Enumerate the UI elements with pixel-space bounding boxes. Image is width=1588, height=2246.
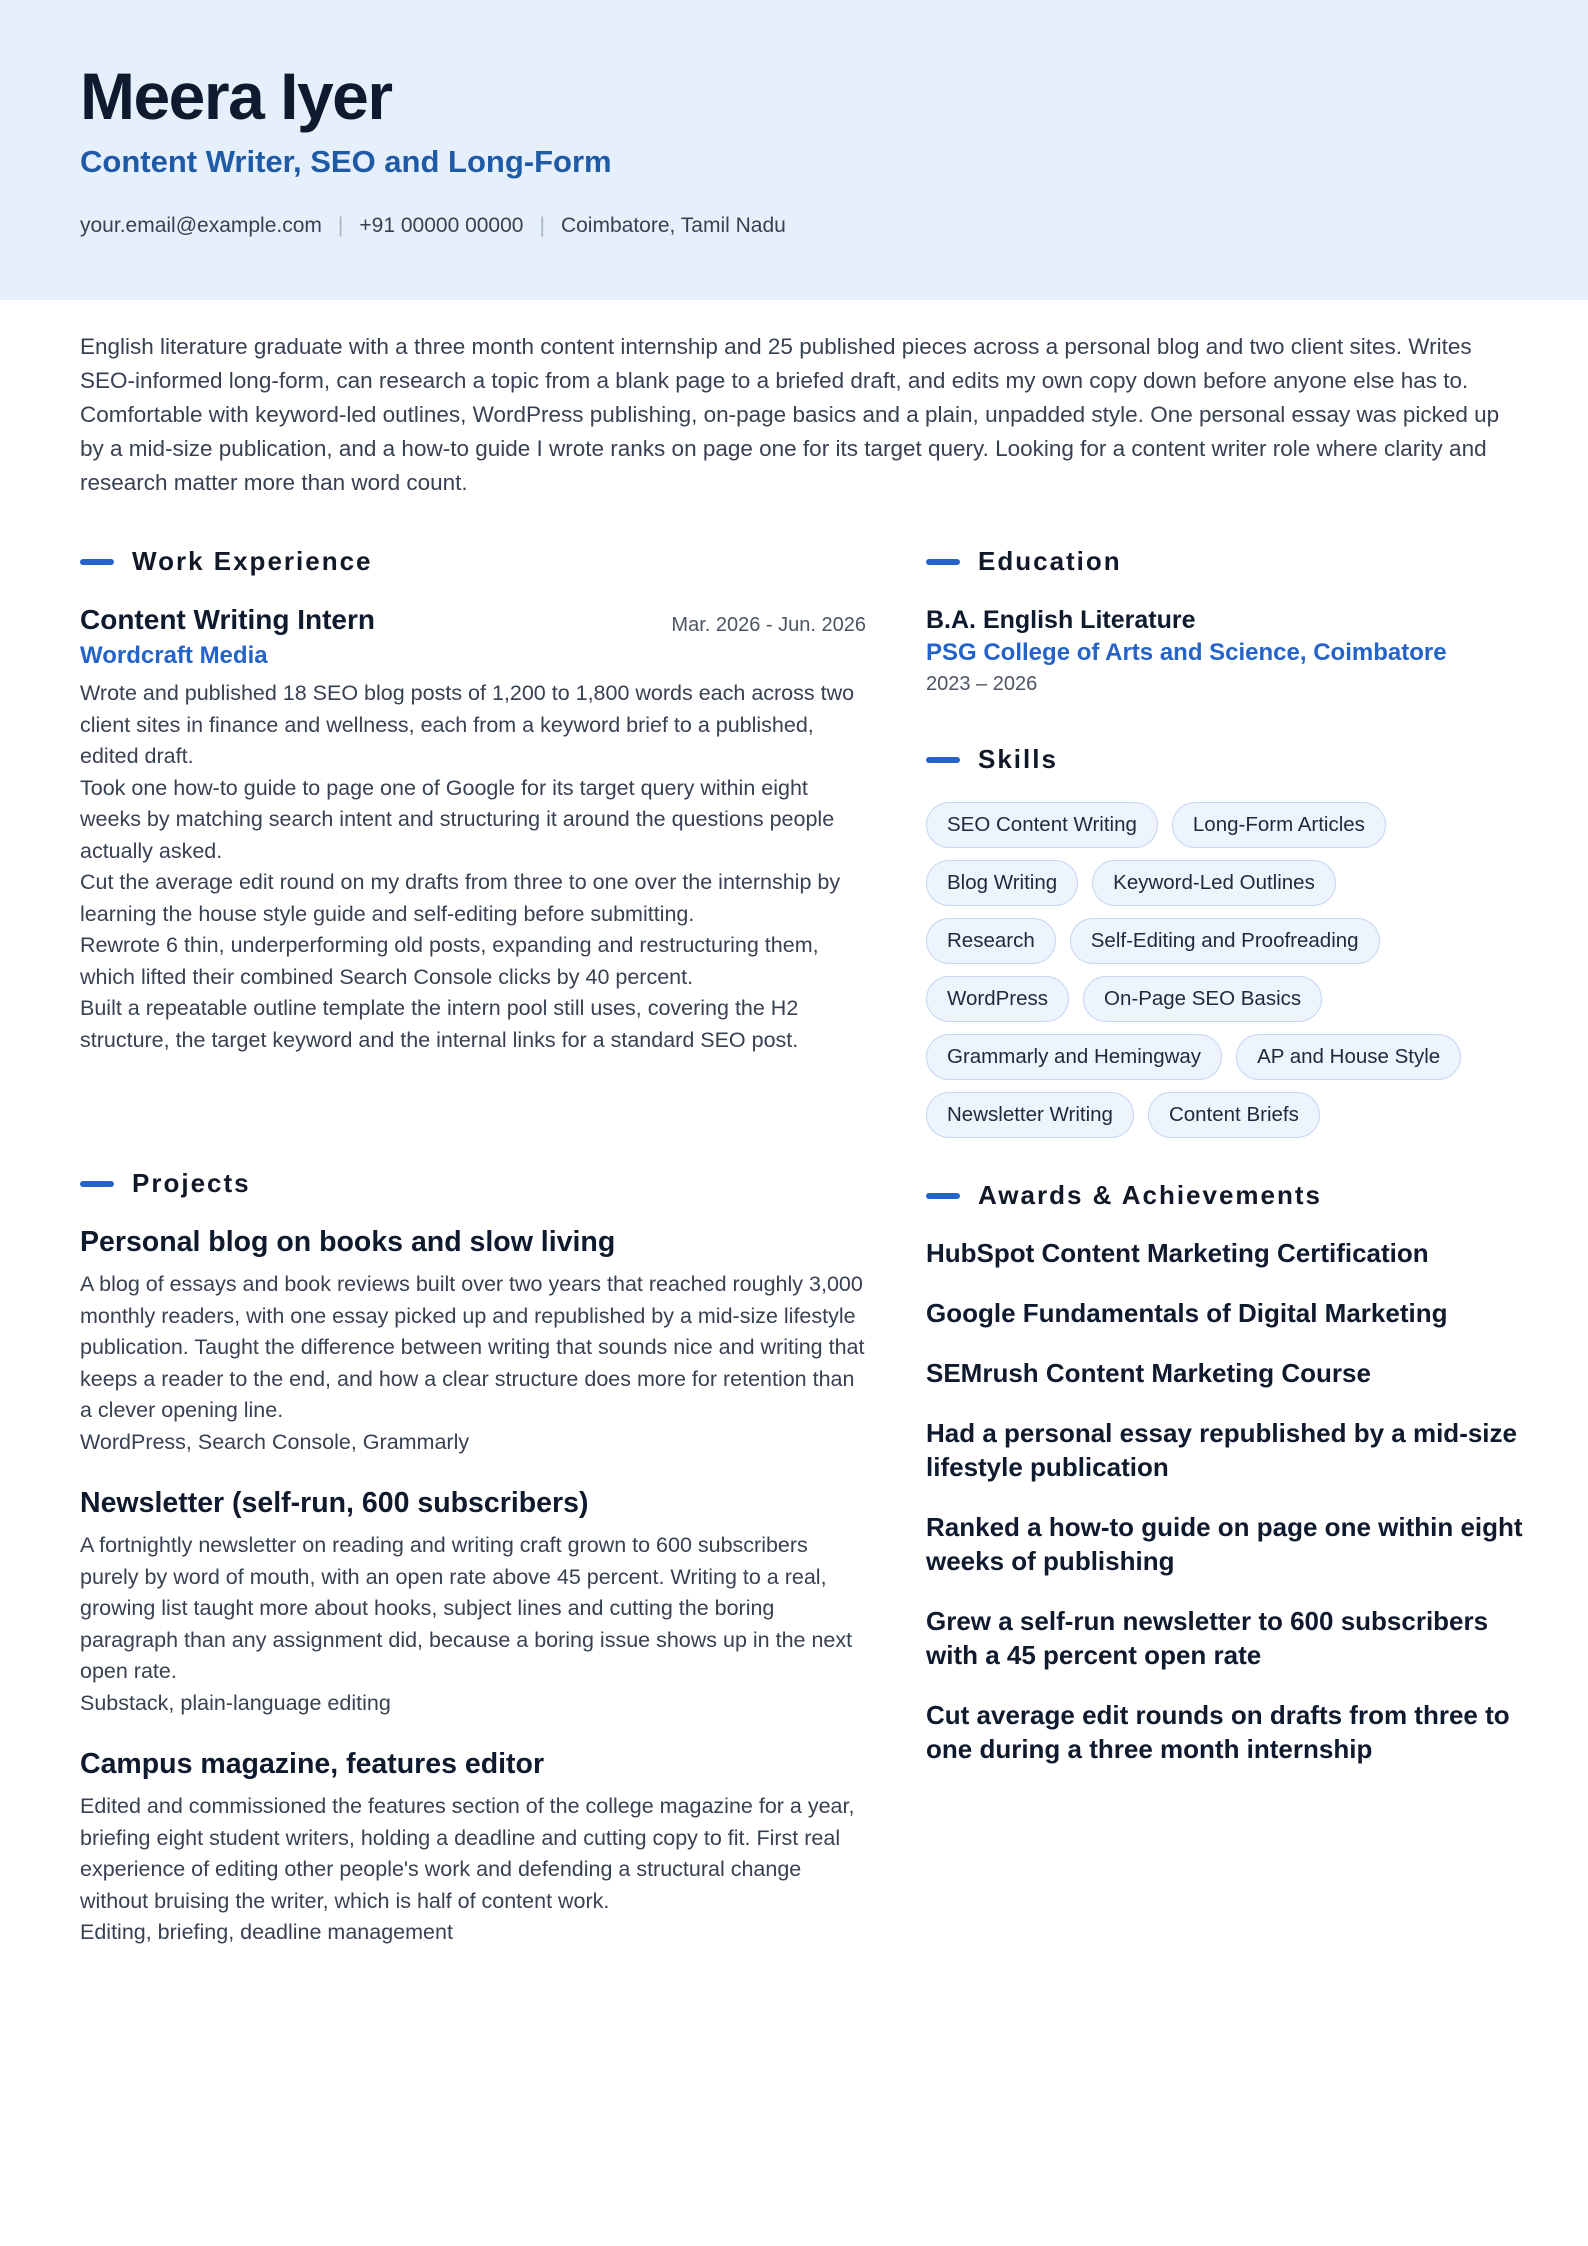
job-company: Wordcraft Media	[80, 642, 268, 669]
award-item: Ranked a how-to guide on page one within eight weeks of publishing	[926, 1512, 1523, 1576]
education-entry	[926, 606, 1526, 696]
job-bullet: Built a repeatable outline template the intern pool still uses, covering the H2 structure, the target keyword and the internal links for a standard SEO post.	[80, 996, 799, 1052]
job-bullet: Rewrote 6 thin, underperforming old posts, expanding and restructuring them, which lifted their combined Search Console clicks by 40 percent.	[80, 933, 819, 989]
skill-row	[926, 860, 1526, 906]
project-entry	[80, 1226, 866, 1458]
contact-line	[80, 214, 786, 238]
section-accent-bar	[926, 559, 960, 565]
school: PSG College of Arts and Science, Coimbatore	[926, 639, 1447, 666]
contact-phone[interactable]: +91 00000 00000	[359, 214, 524, 237]
skill-chip: AP and House Style	[1236, 1034, 1461, 1080]
degree: B.A. English Literature	[926, 606, 1196, 634]
skill-row	[926, 918, 1526, 964]
contact-separator: |	[337, 214, 344, 237]
project-entry	[80, 1748, 866, 1949]
project-entry	[80, 1487, 866, 1719]
section-heading-education	[926, 546, 1122, 577]
skill-row	[926, 1034, 1526, 1080]
section-accent-bar	[80, 559, 114, 565]
skill-chip: Grammarly and Hemingway	[926, 1034, 1222, 1080]
award-item: SEMrush Content Marketing Course	[926, 1358, 1371, 1388]
project-description-text: A fortnightly newsletter on reading and writing craft grown to 600 subscribers purely by word of mouth, with an open rate above 45 percent. Writing to a real, growing list taught more about hooks, subject lines and cutting the boring paragraph than any assignment did, because a boring issue shows up in the next open rate.	[80, 1533, 853, 1683]
skill-chip: Content Briefs	[1148, 1092, 1320, 1138]
contact-email[interactable]: your.email@example.com	[80, 214, 322, 237]
award-item: Cut average edit rounds on drafts from three to one during a three month internship	[926, 1700, 1510, 1764]
section-heading-skills	[926, 744, 1058, 775]
skill-chip: On-Page SEO Basics	[1083, 976, 1322, 1022]
project-description	[80, 1269, 866, 1458]
award-item: Google Fundamentals of Digital Marketing	[926, 1298, 1448, 1328]
awards-list	[926, 1236, 1526, 1792]
job-title: Content Writing Intern	[80, 604, 375, 635]
job-dates: Mar. 2026 - Jun. 2026	[671, 614, 866, 636]
skill-chip: Keyword-Led Outlines	[1092, 860, 1336, 906]
project-tools: WordPress, Search Console, Grammarly	[80, 1429, 470, 1454]
skill-chip: Long-Form Articles	[1172, 802, 1386, 848]
candidate-name: Meera Iyer	[80, 59, 392, 133]
skill-row	[926, 976, 1526, 1022]
section-title: Skills	[978, 744, 1058, 774]
skill-chip: Research	[926, 918, 1056, 964]
award-item: Grew a self-run newsletter to 600 subscribers with a 45 percent open rate	[926, 1606, 1489, 1670]
skill-chip: Newsletter Writing	[926, 1092, 1134, 1138]
skill-chip: Self-Editing and Proofreading	[1070, 918, 1380, 964]
profile-summary: English literature graduate with a three month content internship and 25 published pieces across a personal blog and two client sites. Writes SEO-informed long-form, can research a topic from a blank page to a briefed draft, and edits my own copy down before anyone else has to. Comfortable with keyword-led outlines, WordPress publishing, on-page basics and a plain, unpadded style. One personal essay was picked up by a mid-size publication, and a how-to guide I wrote ranks on page one for its target query. Looking for a content writer role where clarity and research matter more than word count.	[80, 334, 1500, 495]
project-title: Personal blog on books and slow living	[80, 1226, 616, 1258]
section-title: Education	[978, 546, 1122, 576]
skill-row	[926, 802, 1526, 848]
job-bullet: Cut the average edit round on my drafts from three to one over the internship by learning the house style guide and self-editing before submitting.	[80, 870, 841, 926]
section-title: Work Experience	[132, 546, 373, 576]
contact-separator: |	[539, 214, 545, 237]
section-title: Awards & Achievements	[978, 1180, 1323, 1210]
award-item: HubSpot Content Marketing Certification	[926, 1238, 1429, 1268]
experience-entry	[80, 604, 866, 1056]
skill-row	[926, 1092, 1526, 1138]
section-heading-awards	[926, 1180, 1322, 1211]
job-bullets	[80, 678, 866, 1056]
project-tools: Substack, plain-language editing	[80, 1690, 391, 1715]
project-description	[80, 1791, 866, 1949]
skills-list	[926, 802, 1526, 1150]
project-title: Newsletter (self-run, 600 subscribers)	[80, 1487, 589, 1519]
resume-header	[0, 0, 1588, 300]
section-accent-bar	[926, 1193, 960, 1199]
project-description-text: Edited and commissioned the features section of the college magazine for a year, briefing eight student writers, holding a deadline and cutting copy to fit. First real experience of editing other people's work and defending a structural change without bruising the writer, which is half of content work.	[80, 1794, 855, 1913]
skill-chip: WordPress	[926, 976, 1069, 1022]
project-description	[80, 1530, 866, 1719]
section-heading-projects	[80, 1168, 251, 1199]
award-item: Had a personal essay republished by a mid-size lifestyle publication	[926, 1418, 1517, 1482]
project-tools: Editing, briefing, deadline management	[80, 1920, 453, 1944]
contact-location: Coimbatore, Tamil Nadu	[560, 214, 786, 237]
education-years: 2023 – 2026	[926, 673, 1038, 695]
project-description-text: A blog of essays and book reviews built over two years that reached roughly 3,000 monthly readers, with one essay picked up and republished by a mid-size lifestyle publication. Taught the difference between writing that sounds nice and writing that keeps a reader to the end, and how a clear structure does more for retention than a clever opening line.	[80, 1272, 865, 1422]
skill-chip: SEO Content Writing	[926, 802, 1158, 848]
candidate-role: Content Writer, SEO and Long-Form	[80, 144, 612, 179]
job-bullet: Took one how-to guide to page one of Google for its target query within eight weeks by matching search intent and structuring it around the questions people actually asked.	[80, 775, 835, 863]
project-title: Campus magazine, features editor	[80, 1748, 545, 1780]
skill-chip: Blog Writing	[926, 860, 1078, 906]
section-accent-bar	[926, 757, 960, 763]
section-accent-bar	[80, 1181, 114, 1187]
section-title: Projects	[132, 1168, 251, 1198]
job-bullet: Wrote and published 18 SEO blog posts of 1,200 to 1,800 words each across two client sites in finance and wellness, each from a keyword brief to a published, edited draft.	[80, 681, 855, 768]
section-heading-experience	[80, 546, 373, 577]
